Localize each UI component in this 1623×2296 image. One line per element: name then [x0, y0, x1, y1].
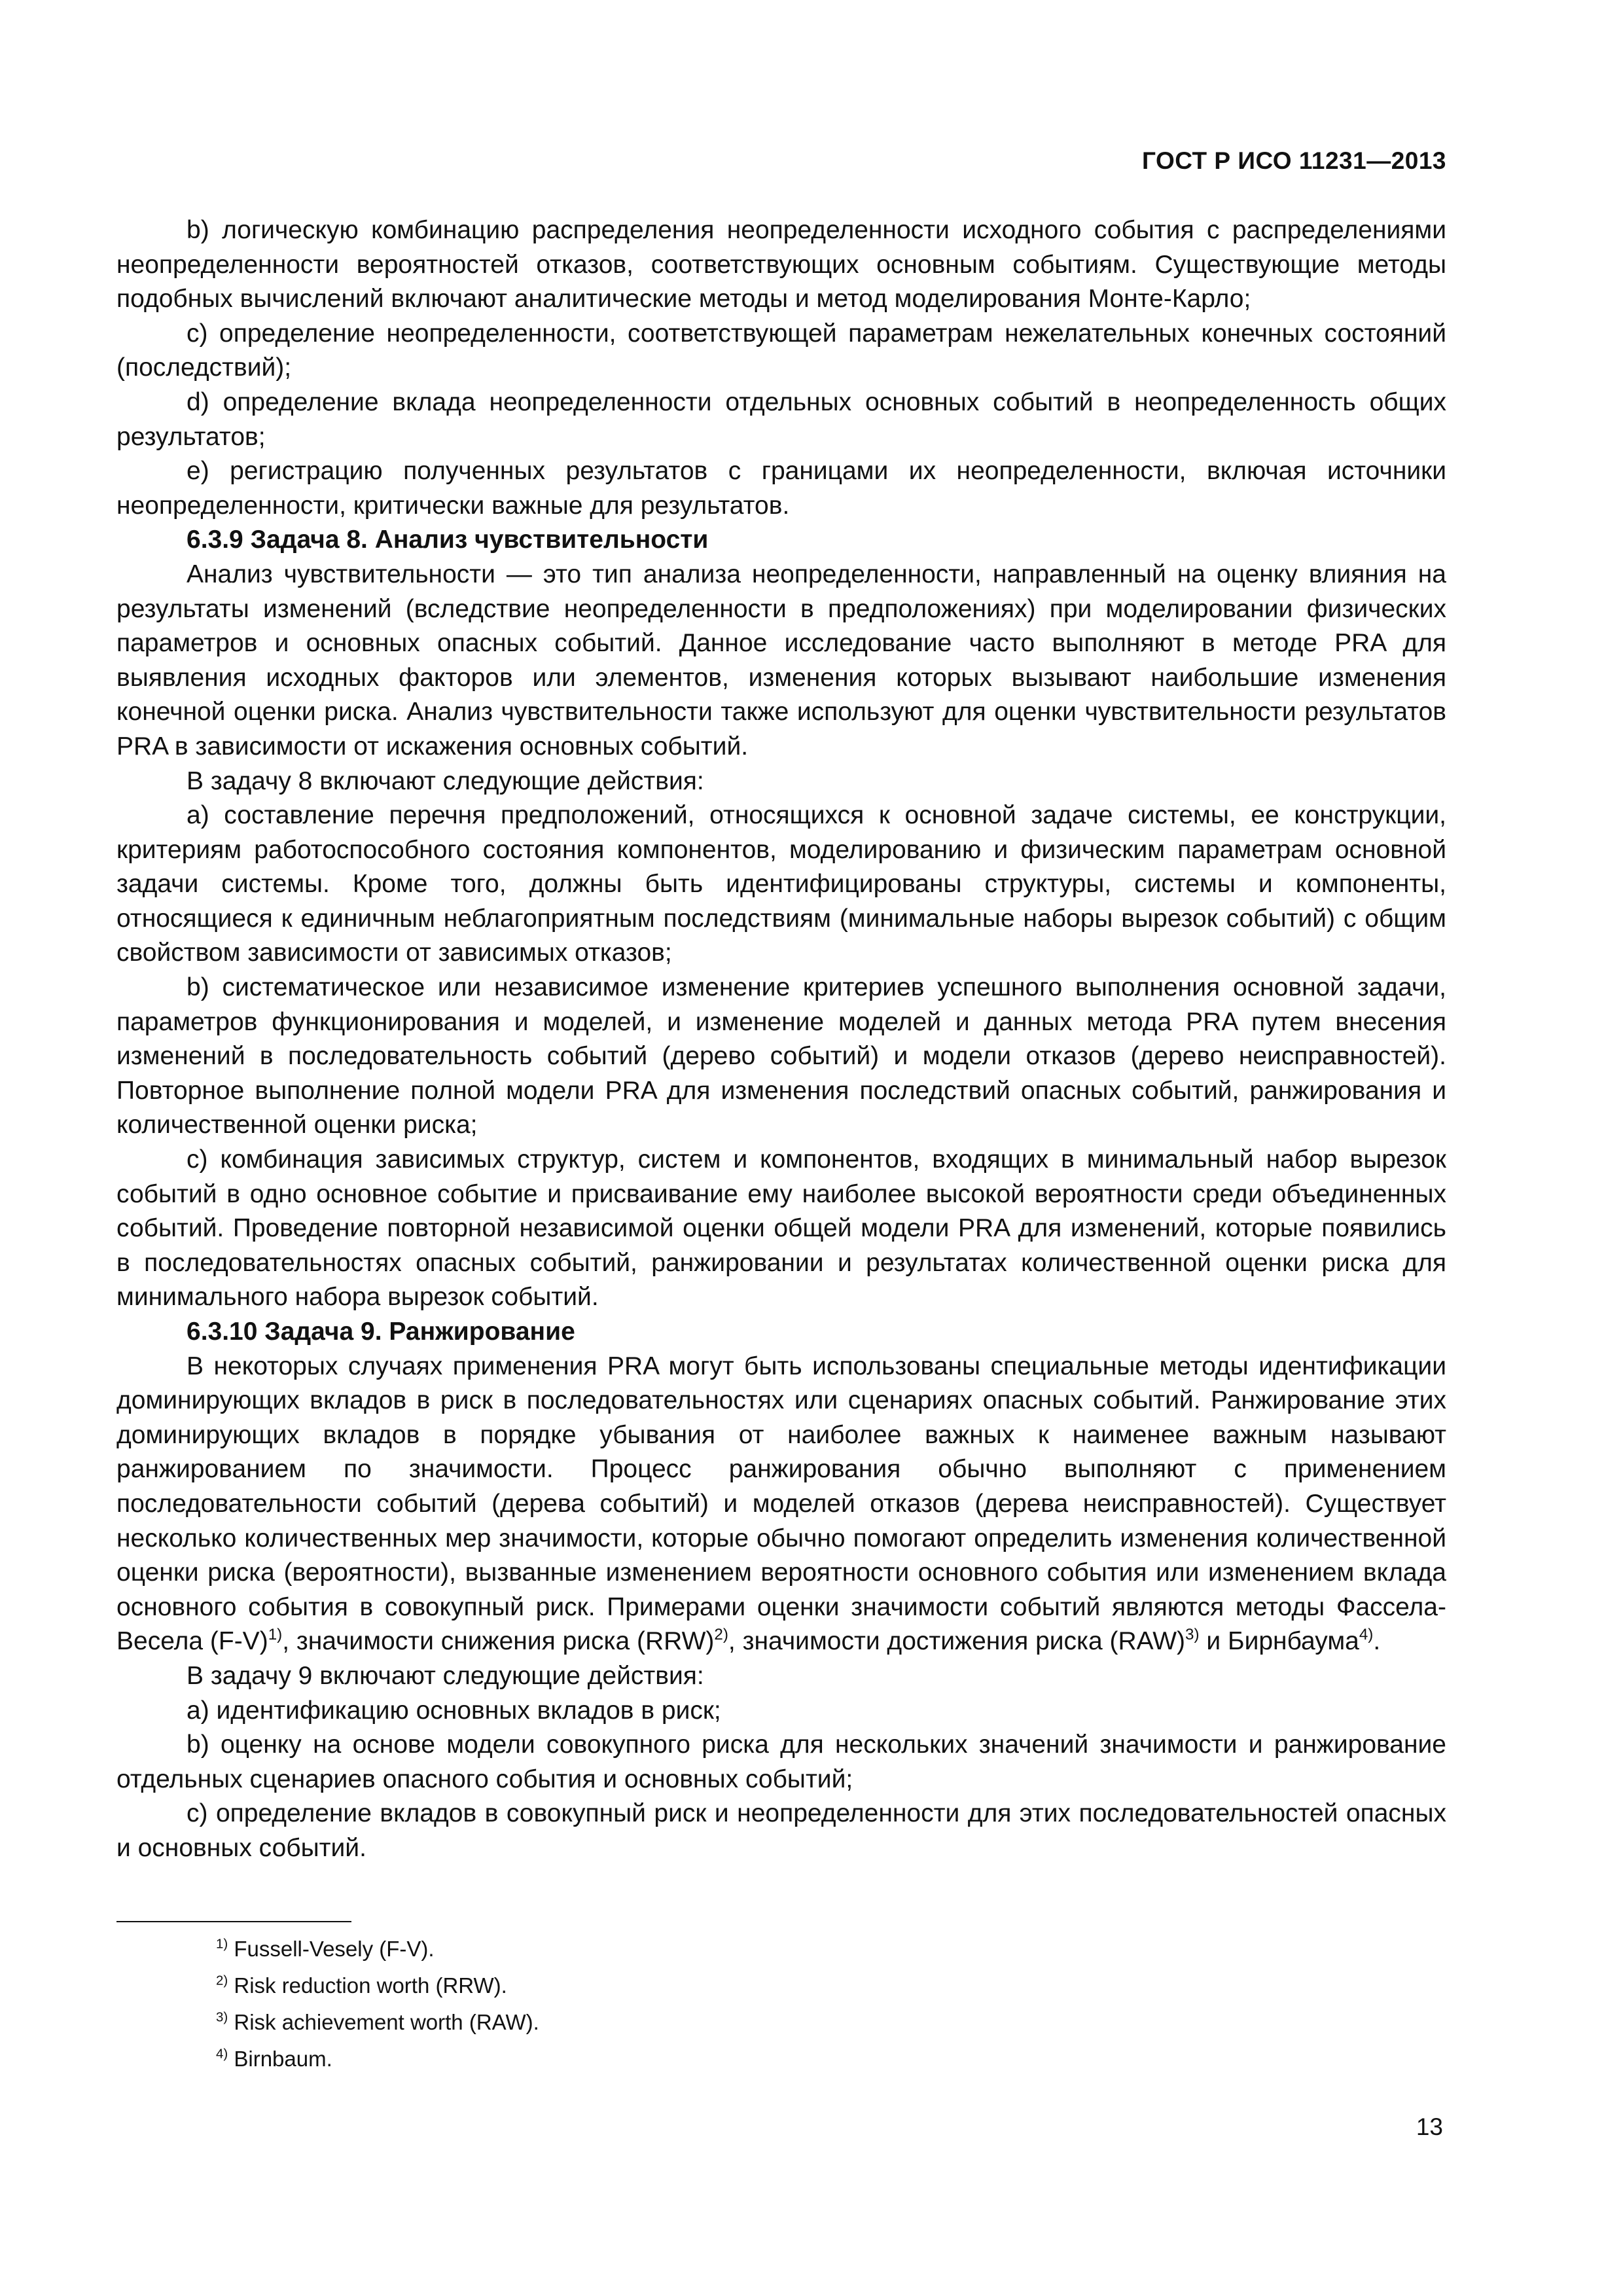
footnote-text: Fussell-Vesely (F-V).: [234, 1937, 435, 1961]
footnotes: [216, 1931, 539, 2077]
paragraph-ranking-text-2: , значимости снижения риска (RRW): [282, 1627, 715, 1656]
paragraph-item-d-uncertainty-contribution: d) определение вклада неопределенности отдельных основных событий в неопределенность общих результатов;: [116, 387, 1446, 451]
footnote-mark: 4): [216, 2046, 228, 2062]
footnote-divider: [116, 1921, 351, 1922]
paragraph-sensitivity-analysis: Анализ чувствительности — это тип анализа неопределенности, направленный на оценку влияния на результаты изменений (вследствие неопределенности в предположениях) при моделировании физических параметров и основных опасных событий. Данное исследование часто выполняют в методе PRA для выявления исходных факторов или элементов, изменения которых вызывают наибольшие изменения конечной оценки риска. Анализ чувствительности также используют для оценки чувствительности результатов PRA в зависимости от искажения основных событий.: [116, 560, 1446, 761]
paragraph-task-9-item-c: c) определение вкладов в совокупный риск и неопределенности для этих последовательностей опасных и основных событий.: [116, 1799, 1446, 1862]
footnote-mark: 1): [216, 1936, 228, 1952]
paragraph-task-9-item-b: b) оценку на основе модели совокупного риска для нескольких значений значимости и ранжирование отдельных сценариев опасного события и основных событий;: [116, 1731, 1446, 1793]
paragraph-item-c-uncertainty-end-states: c) определение неопределенности, соответствующей параметрам нежелательных конечных состояний (последствий);: [116, 319, 1446, 382]
footnote-3: [216, 2004, 539, 2041]
footnote-2: [216, 1967, 539, 2004]
paragraph-task-8-item-c: c) комбинация зависимых структур, систем и компонентов, входящих в минимальный набор вырезок событий в одно основное событие и присваивание ему наиболее высокой вероятности среди объединенных событий. Проведение повторной независимой оценки общей модели PRA для изменений, которые появились в последовательностях опасных событий, ранжировании и результатах количественной оценки риска для минимального набора вырезок событий.: [116, 1145, 1446, 1312]
paragraph-task-8-item-a: a) составление перечня предположений, относящихся к основной задаче системы, ее конструкции, критериям работоспособного состояния компонентов, моделированию и физическим параметрам основной задачи системы. Кроме того, должны быть идентифицированы структуры, системы и компоненты, относящиеся к единичным неблагоприятным последствиям (минимальные наборы вырезок событий) с общим свойством зависимости от зависимых отказов;: [116, 801, 1446, 967]
footnote-text: Risk reduction worth (RRW).: [234, 1973, 507, 1998]
paragraph-item-b-uncertainty-combination: b) логическую комбинацию распределения неопределенности исходного события с распределениями неопределенности вероятностей отказов, соответствующих основным событиям. Существующие методы подобных вычислений включают аналитические методы и метод моделирования Монте-Карло;: [116, 216, 1446, 314]
footnote-ref-3[interactable]: 3): [1185, 1626, 1200, 1644]
paragraph-task-8-actions-intro: В задачу 8 включают следующие действия:: [187, 766, 704, 795]
page-number: 13: [1416, 2113, 1443, 2140]
paragraph-ranking: [116, 1350, 1446, 1659]
section-heading-6-3-9: 6.3.9 Задача 8. Анализ чувствительности: [187, 526, 709, 554]
paragraph-ranking-text-4: и Бирнбаума: [1199, 1627, 1359, 1656]
paragraph-item-e-results-registration: e) регистрацию полученных результатов с границами их неопределенности, включая источники неопределенности, критически важные для результатов.: [116, 457, 1446, 520]
footnote-ref-4[interactable]: 4): [1359, 1626, 1374, 1644]
section-heading-6-3-10: 6.3.10 Задача 9. Ранжирование: [187, 1318, 575, 1346]
paragraph-ranking-text-3: , значимости достижения риска (RAW): [728, 1627, 1186, 1656]
footnote-mark: 2): [216, 1973, 228, 1988]
paragraph-ranking-text-1: В некоторых случаях применения PRA могут быть использованы специальные методы идентификации доминирующих вкладов в риск в последовательностях или сценариях опасных событий. Ранжирование этих доминирующих вкладов в порядке убывания от наиболее важных к наименее важным называют ранжированием по значимости. Процесс ранжирования обычно выполняют с применением последовательности событий (дерева событий) и моделей отказов (дерева неисправностей). Существует несколько количественных мер значимости, которые обычно помогают определить изменения количественной оценки риска (вероятности), вызванные изменением вероятности основного события или изменением вклада основного события в совокупный риск. Примерами оценки значимости событий являются методы Фассела- Весела (F-V): [116, 1352, 1446, 1656]
footnote-ref-1[interactable]: 1): [268, 1626, 283, 1644]
footnote-text: Birnbaum.: [234, 2047, 332, 2071]
paragraph-ranking-text-5: .: [1373, 1627, 1381, 1656]
paragraph-task-8-item-b: b) систематическое или независимое изменение критериев успешного выполнения основной задачи, параметров функционирования и моделей, и изменение моделей и данных метода PRA путем внесения изменений в последовательность событий (дерево событий) и модели отказов (дерево неисправностей). Повторное выполнение полной модели PRA для изменения последствий опасных событий, ранжирования и количественной оценки риска;: [116, 973, 1446, 1139]
paragraph-task-9-actions-intro: В задачу 9 включают следующие действия:: [187, 1661, 704, 1690]
footnote-mark: 3): [216, 2009, 228, 2025]
paragraph-task-9-item-a: a) идентификацию основных вкладов в риск;: [187, 1696, 721, 1725]
footnote-ref-2[interactable]: 2): [714, 1626, 728, 1644]
footnote-text: Risk achievement worth (RAW).: [234, 2010, 539, 2034]
document-standard-header: ГОСТ Р ИСО 11231—2013: [1141, 147, 1446, 174]
body-text: [116, 213, 1446, 1866]
footnote-1: [216, 1931, 539, 1967]
footnote-4: [216, 2041, 539, 2077]
